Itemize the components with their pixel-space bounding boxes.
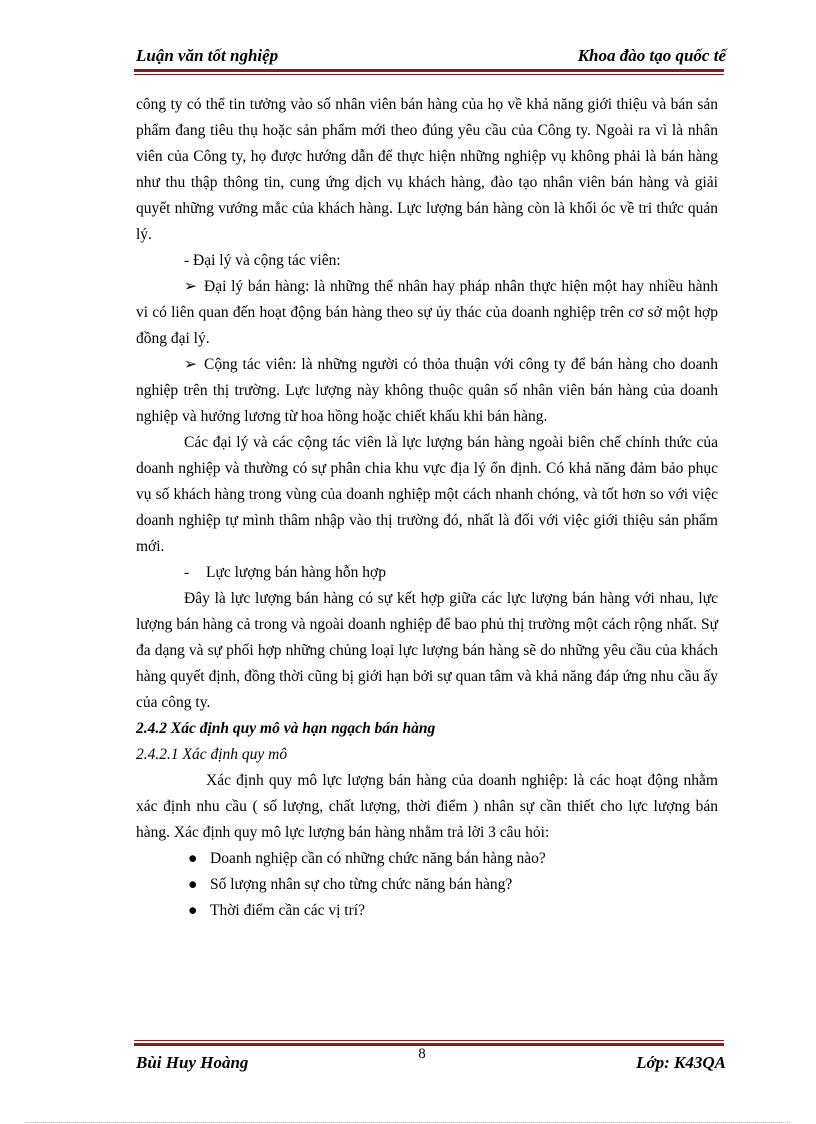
paragraph-agents-summary: Các đại lý và các cộng tác viên là lực lượng bán hàng ngoài biên chế chính thức của doanh nghiệp và thường có sự phân chia khu vực địa lý ổn định. Có khả năng đảm bảo phục vụ số khách hàng trong vùng của doanh nghiệp một cách nhanh chóng, và tốt hơn so với việc doanh nghiệp tự mình thâm nhập vào thị trường đó, nhất là đối với việc giới thiệu sản phẩm mới.	[136, 434, 718, 555]
subsection-heading: 2.4.2.1 Xác định quy mô	[136, 746, 288, 763]
bullet-text: Số lượng nhân sự cho từng chức năng bán hàng?	[210, 876, 513, 893]
bullet-text: Thời điểm cần các vị trí?	[210, 902, 365, 919]
header-rule-thin	[134, 74, 724, 75]
footer-class: Lớp: K43QA	[636, 1053, 726, 1072]
bullet-item	[136, 898, 718, 924]
paragraph-intro: công ty có thể tin tưởng vào số nhân viên bán hàng của họ về khả năng giới thiệu và bán sản phẩm đang tiêu thụ hoặc sản phẩm mới theo đúng yêu cầu của Công ty. Ngoài ra vì là nhân viên của Công ty, họ được hướng dẫn để thực hiện những nghiệp vụ không phải là bán hàng như thu thập thông tin, cung ứng dịch vụ khách hàng, đào tạo nhân viên bán hàng và giải quyết những vướng mắc của khách hàng. Lực lượng bán hàng còn là khối óc về tri thức quản lý.	[136, 96, 718, 243]
bullet-item	[136, 872, 718, 898]
paragraph-sales-agent	[136, 274, 718, 352]
paragraph-agents-title: - Đại lý và cộng tác viên:	[184, 252, 341, 269]
bullet-text: Doanh nghiệp cần có những chức năng bán hàng nào?	[210, 850, 546, 867]
round-bullet-icon: ●	[188, 876, 198, 893]
section-heading: 2.4.2 Xác định quy mô và hạn ngạch bán hàng	[136, 720, 436, 737]
collaborator-text: Cộng tác viên: là những người có thỏa thuận với công ty để bán hàng cho doanh nghiệp trên thị trường. Lực lượng này không thuộc quân số nhân viên bán hàng của doanh nghiệp và hưởng lương từ hoa hồng hoặc chiết khấu khi bán hàng.	[136, 356, 718, 425]
bullet-item	[136, 846, 718, 872]
footer-author: Bùi Huy Hoàng	[136, 1053, 249, 1072]
paragraph-collaborator	[136, 352, 718, 430]
mixed-title-text: Lực lượng bán hàng hỗn hợp	[206, 564, 386, 581]
dash-marker: -	[184, 564, 190, 581]
header-faculty: Khoa đào tạo quốc tế	[577, 46, 726, 65]
sales-agent-text: Đại lý bán hàng: là những thể nhân hay pháp nhân thực hiện một hay nhiều hành vi có liên quan đến hoạt động bán hàng theo sự ủy thác của doanh nghiệp trên cơ sở một hợp đồng đại lý.	[136, 278, 718, 347]
header-thesis-title: Luận văn tốt nghiệp	[136, 46, 279, 65]
header-rule-thick	[134, 69, 724, 72]
arrowhead-bullet-icon: ➢	[184, 356, 197, 373]
page-body	[136, 92, 718, 924]
paragraph-mixed-force: Đây là lực lượng bán hàng có sự kết hợp giữa các lực lượng bán hàng với nhau, lực lượng bán hàng cả trong và ngoài doanh nghiệp để bao phủ thị trường một cách rộng nhất. Sự đa dạng và sự phối hợp những chủng loại lực lượng bán hàng sẽ do những yêu cầu của khách hàng quyết định, đồng thời cũng bị giới hạn bởi sự quan tâm và khả năng đáp ứng nhu cầu ấy của công ty.	[136, 590, 718, 711]
arrowhead-bullet-icon: ➢	[184, 278, 197, 295]
round-bullet-icon: ●	[188, 850, 198, 867]
paragraph-sizing: Xác định quy mô lực lượng bán hàng của doanh nghiệp: là các hoạt động nhằm xác định nhu cầu ( số lượng, chất lượng, thời điểm ) nhân sự cần thiết cho lực lượng bán hàng. Xác định quy mô lực lượng bán hàng nhằm trả lời 3 câu hỏi:	[136, 772, 718, 841]
footer-rule-thin	[134, 1040, 724, 1041]
round-bullet-icon: ●	[188, 902, 198, 919]
paragraph-mixed-title	[136, 560, 718, 586]
page-number: 8	[418, 1046, 426, 1062]
